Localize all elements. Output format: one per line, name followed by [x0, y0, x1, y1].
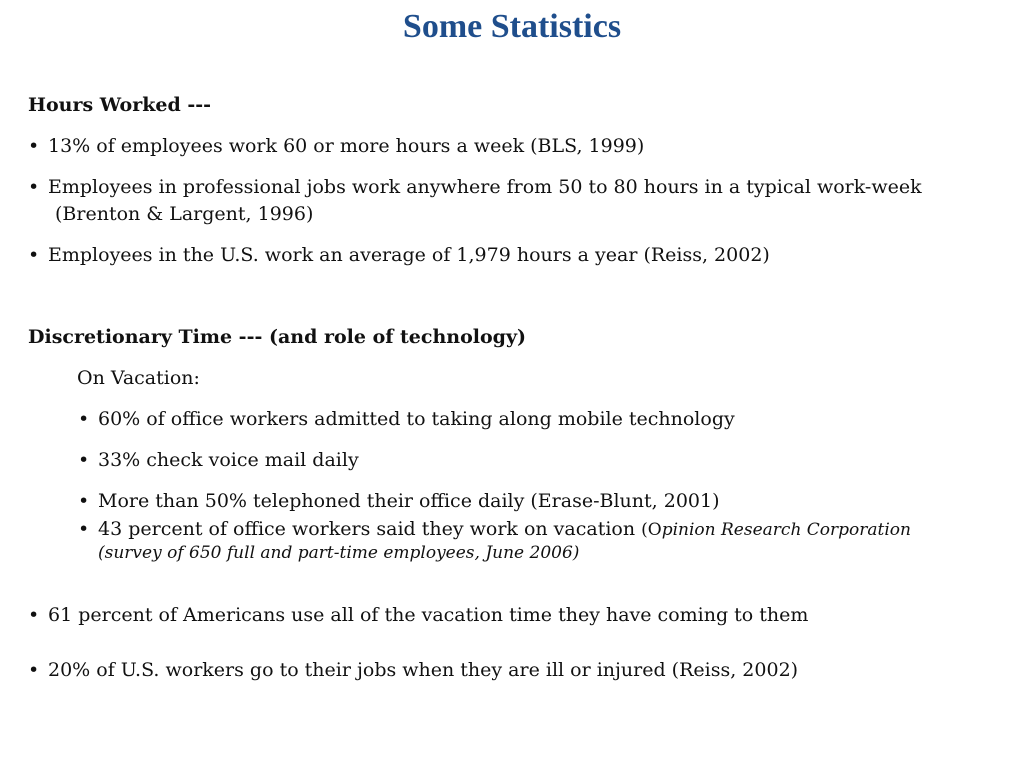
hours-item-1: 13% of employees work 60 or more hours a week (BLS, 1999)	[48, 135, 645, 157]
extra-item-2: 20% of U.S. workers go to their jobs when they are ill or injured (Reiss, 2002)	[48, 659, 799, 681]
bullet-marker: •	[78, 518, 90, 540]
vacation-item-4-citation: pinion Research Corporation	[661, 520, 911, 540]
extra-item-1: 61 percent of Americans use all of the vacation time they have coming to them	[48, 604, 809, 626]
bullet-marker: •	[28, 604, 40, 626]
bullet-marker: •	[78, 449, 90, 471]
hours-item-2-citation: (Brenton & Largent, 1996)	[55, 203, 314, 225]
bullet-marker: •	[28, 659, 40, 681]
vacation-item-3: More than 50% telephoned their office daily (Erase-Blunt, 2001)	[98, 490, 720, 512]
hours-worked-heading: Hours Worked ---	[28, 94, 212, 116]
vacation-item-2: 33% check voice mail daily	[98, 449, 359, 471]
vacation-item-4-citation-open: (O	[641, 520, 662, 540]
slide-title: Some Statistics	[402, 8, 622, 45]
vacation-item-4-text: 43 percent of office workers said they work on vacation	[98, 518, 636, 540]
vacation-item-1: 60% of office workers admitted to taking along mobile technology	[98, 408, 735, 430]
hours-item-2: Employees in professional jobs work anywhere from 50 to 80 hours in a typical work-week	[48, 176, 922, 198]
vacation-item-4	[98, 516, 911, 543]
bullet-marker: •	[28, 244, 40, 266]
vacation-item-4-citation-line2: (survey of 650 full and part-time employees, June 2006)	[98, 543, 580, 563]
bullet-marker: •	[78, 490, 90, 512]
bullet-marker: •	[78, 408, 90, 430]
discretionary-heading: Discretionary Time --- (and role of technology)	[28, 326, 526, 348]
bullet-marker: •	[28, 135, 40, 157]
bullet-marker: •	[28, 176, 40, 198]
on-vacation-subheading: On Vacation:	[77, 367, 200, 389]
hours-item-3: Employees in the U.S. work an average of 1,979 hours a year (Reiss, 2002)	[48, 244, 770, 266]
